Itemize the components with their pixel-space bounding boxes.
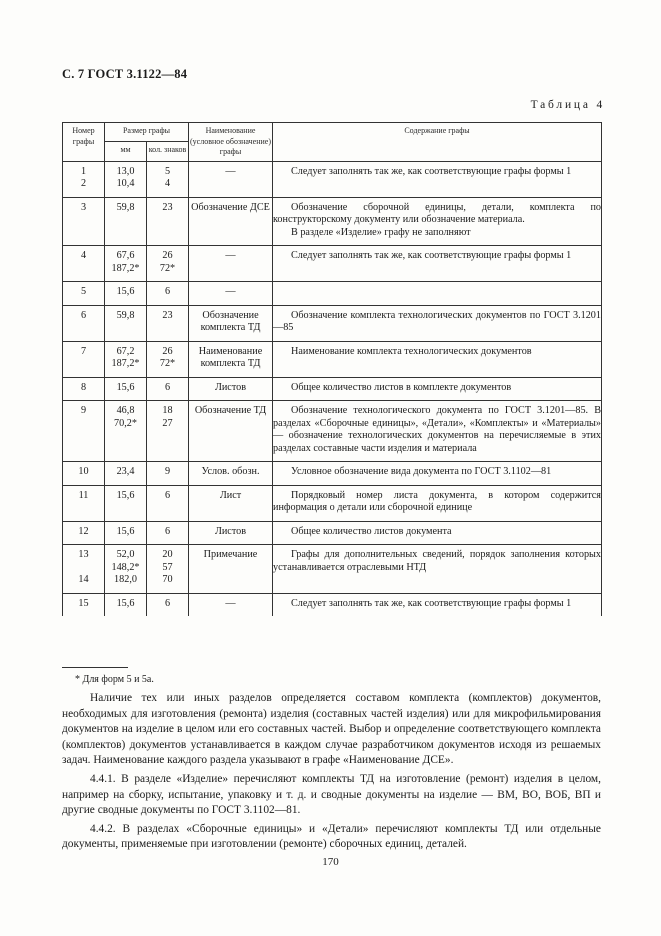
cell-mm bbox=[105, 197, 147, 246]
size-chars: 23 bbox=[162, 201, 173, 213]
table-header bbox=[63, 123, 602, 162]
paragraph-4-4-2: 4.4.2. В разделах «Сборочные единицы» и «Детали» перечисляют комплекты ТД или отдельные документы, применяемые при изготовлении (ремонте) сборочных единиц, деталей. bbox=[62, 822, 601, 851]
cell-number bbox=[63, 462, 105, 486]
cell-number bbox=[63, 197, 105, 246]
cell-name: Услов. обозн. bbox=[189, 462, 273, 486]
cell-mm bbox=[105, 282, 147, 306]
size-mm: 13,0 bbox=[116, 165, 135, 177]
cell-mm bbox=[105, 161, 147, 197]
content-text: Обозначение технологического документа по ГОСТ 3.1201—85. В разделах «Сборочные единицы», «Детали», «Комплекты» и «Материалы» — обозначение технологических документов на перечисляемые в этих разделах составные части изделия и материала bbox=[273, 405, 601, 454]
cell-content bbox=[273, 377, 602, 401]
cell-content bbox=[273, 246, 602, 282]
cell-chars bbox=[147, 521, 189, 545]
size-mm: 23,4 bbox=[116, 466, 135, 477]
size-chars: 72* bbox=[159, 262, 176, 274]
specification-table bbox=[62, 122, 602, 616]
cell-content bbox=[273, 521, 602, 545]
table-row bbox=[63, 341, 602, 377]
size-chars: 27 bbox=[162, 417, 173, 429]
page-header: С. 7 ГОСТ 3.1122—84 bbox=[62, 67, 188, 81]
cell-number bbox=[63, 593, 105, 616]
row-number: 1 bbox=[80, 165, 87, 177]
row-number: 2 bbox=[80, 178, 87, 189]
size-chars: 57 bbox=[162, 561, 173, 573]
row-number bbox=[63, 562, 104, 575]
cell-mm bbox=[105, 401, 147, 462]
cell-chars bbox=[147, 401, 189, 462]
table-row bbox=[63, 545, 602, 594]
cell-mm bbox=[105, 545, 147, 594]
cell-name: — bbox=[189, 593, 273, 616]
cell-chars bbox=[147, 305, 189, 341]
cell-content bbox=[273, 545, 602, 594]
cell-name: Обозначение ДСЕ bbox=[189, 197, 273, 246]
page-number: 170 bbox=[322, 856, 339, 868]
table-row bbox=[63, 593, 602, 616]
size-chars: 70 bbox=[162, 574, 173, 585]
cell-mm bbox=[105, 521, 147, 545]
cell-number bbox=[63, 485, 105, 521]
row-number: 15 bbox=[78, 597, 89, 609]
paragraph-4-4-1: 4.4.1. В разделе «Изделие» перечисляют комплекты ТД на изготовление (ремонт) изделия в целом, например на сборку, испытание, упаковку и т. д. и сводные документы на изделие — ВМ, ВО, ВОБ, ВП и другие сводные документы по ГОСТ 3.1102—81. bbox=[62, 772, 601, 817]
table-row bbox=[63, 161, 602, 197]
content-text: Графы для дополнительных сведений, порядок заполнения которых устанавливается отраслевыми НТД bbox=[273, 549, 601, 573]
row-number: 13 bbox=[78, 549, 89, 560]
cell-content bbox=[273, 341, 602, 377]
size-mm: 46,8 bbox=[116, 405, 135, 416]
cell-mm bbox=[105, 341, 147, 377]
cell-number bbox=[63, 282, 105, 306]
cell-number bbox=[63, 305, 105, 341]
size-mm: 59,8 bbox=[116, 309, 135, 321]
header-size: Размер графы bbox=[105, 123, 189, 142]
cell-chars bbox=[147, 485, 189, 521]
row-number: 8 bbox=[80, 381, 87, 393]
cell-chars bbox=[147, 161, 189, 197]
cell-chars bbox=[147, 593, 189, 616]
content-text: Следует заполнять так же, как соответствующие графы формы 1 bbox=[291, 597, 572, 609]
row-number: 12 bbox=[78, 525, 89, 537]
cell-number bbox=[63, 246, 105, 282]
size-chars: 26 bbox=[162, 250, 173, 261]
table-row bbox=[63, 246, 602, 282]
cell-name: — bbox=[189, 282, 273, 306]
content-text: Условное обозначение вида документа по ГОСТ 3.1102—81 bbox=[291, 466, 552, 477]
cell-mm bbox=[105, 377, 147, 401]
cell-name: — bbox=[189, 246, 273, 282]
table-row bbox=[63, 282, 602, 306]
row-number: 6 bbox=[80, 309, 87, 321]
size-chars: 6 bbox=[164, 489, 171, 501]
row-number: 4 bbox=[80, 250, 87, 261]
size-chars: 6 bbox=[164, 525, 171, 537]
content-text: Порядковый номер листа документа, в котором содержится информация о детали или сборочной единице bbox=[273, 489, 601, 513]
size-mm: 15,6 bbox=[116, 525, 135, 537]
cell-number bbox=[63, 401, 105, 462]
cell-name: Лист bbox=[189, 485, 273, 521]
row-number: 11 bbox=[78, 489, 89, 501]
size-chars: 6 bbox=[164, 381, 171, 393]
content-text: Наименование комплекта технологических документов bbox=[291, 345, 532, 357]
size-chars: 5 bbox=[164, 165, 171, 177]
footnote: * Для форм 5 и 5а. bbox=[75, 674, 154, 685]
cell-name: — bbox=[189, 161, 273, 197]
body-text bbox=[62, 691, 601, 853]
row-number: 5 bbox=[80, 286, 87, 297]
cell-chars bbox=[147, 462, 189, 486]
cell-name: Примечание bbox=[189, 545, 273, 594]
size-mm: 52,0 bbox=[116, 549, 135, 560]
cell-number bbox=[63, 377, 105, 401]
cell-mm bbox=[105, 462, 147, 486]
size-mm: 15,6 bbox=[116, 489, 135, 501]
table-row bbox=[63, 485, 602, 521]
content-text: Общее количество листов документа bbox=[291, 525, 452, 537]
table-row bbox=[63, 197, 602, 246]
cell-name: Обозначение комплекта ТД bbox=[189, 305, 273, 341]
size-chars: 4 bbox=[164, 178, 171, 189]
cell-content bbox=[273, 401, 602, 462]
size-mm: 148,2* bbox=[111, 561, 140, 573]
paragraph-sections: Наличие тех или иных разделов определяется составом комплекта (комплектов) документов, необходимых для изготовления (ремонта) изделия (составных частей изделия) или для микрофильмирования документов на изделие в целом или его составных частей. Выбор и определение соответствующего комплекта (комплектов) документов устанавливается в каждом случае разработчиком документов исходя из решаемых задач. Наименование каждого раздела указывают в графе «Наименование ДСЕ». bbox=[62, 692, 601, 767]
table-body bbox=[63, 161, 602, 616]
row-number: 9 bbox=[80, 405, 87, 416]
cell-content bbox=[273, 593, 602, 616]
size-chars: 18 bbox=[162, 405, 173, 416]
content-text: Обозначение комплекта технологических документов по ГОСТ 3.1201—85 bbox=[273, 309, 601, 333]
content-text: Следует заполнять так же, как соответствующие графы формы 1 bbox=[291, 250, 572, 261]
cell-content bbox=[273, 305, 602, 341]
cell-number bbox=[63, 341, 105, 377]
row-number: 3 bbox=[80, 201, 87, 213]
size-mm: 187,2* bbox=[111, 358, 140, 369]
table-row bbox=[63, 401, 602, 462]
size-mm: 182,0 bbox=[114, 574, 137, 585]
size-chars: 9 bbox=[164, 466, 171, 477]
header-content: Содержание графы bbox=[273, 123, 602, 162]
row-number: 7 bbox=[80, 345, 87, 357]
cell-name: Листов bbox=[189, 377, 273, 401]
header-name: Наименование (условное обозначение) графы bbox=[189, 123, 273, 162]
cell-number bbox=[63, 161, 105, 197]
cell-mm bbox=[105, 305, 147, 341]
table-row bbox=[63, 305, 602, 341]
size-mm: 67,6 bbox=[116, 250, 135, 261]
size-mm: 70,2* bbox=[114, 417, 137, 429]
row-number: 10 bbox=[78, 466, 89, 477]
cell-content bbox=[273, 282, 602, 306]
table-row bbox=[63, 377, 602, 401]
cell-mm bbox=[105, 485, 147, 521]
size-mm: 67,2 bbox=[116, 345, 135, 357]
content-text: В разделе «Изделие» графу не заполняют bbox=[291, 226, 471, 238]
cell-mm bbox=[105, 246, 147, 282]
table-caption: Таблица 4 bbox=[530, 99, 605, 111]
size-chars: 26 bbox=[162, 345, 173, 357]
content-text: Следует заполнять так же, как соответствующие графы формы 1 bbox=[291, 165, 572, 177]
cell-chars bbox=[147, 282, 189, 306]
cell-name: Листов bbox=[189, 521, 273, 545]
cell-content bbox=[273, 485, 602, 521]
content-text: Обозначение сборочной единицы, детали, комплекта по конструкторскому документу или обозначение материала. bbox=[273, 201, 601, 225]
content-text: Общее количество листов в комплекте документов bbox=[291, 381, 512, 393]
cell-name: Обозначение ТД bbox=[189, 401, 273, 462]
cell-mm bbox=[105, 593, 147, 616]
size-chars: 72* bbox=[159, 358, 176, 369]
cell-content bbox=[273, 161, 602, 197]
footnote-rule bbox=[62, 667, 128, 668]
header-chars: кол. знаков bbox=[147, 142, 189, 161]
header-number: Номер графы bbox=[63, 123, 105, 162]
cell-chars bbox=[147, 197, 189, 246]
size-chars: 23 bbox=[162, 309, 173, 321]
size-mm: 15,6 bbox=[116, 286, 135, 297]
size-mm: 187,2* bbox=[111, 262, 140, 274]
cell-chars bbox=[147, 246, 189, 282]
size-chars: 6 bbox=[164, 286, 171, 297]
cell-content bbox=[273, 197, 602, 246]
row-number: 14 bbox=[78, 574, 89, 585]
cell-name: Наименование комплекта ТД bbox=[189, 341, 273, 377]
header-mm: мм bbox=[105, 142, 147, 161]
cell-chars bbox=[147, 377, 189, 401]
size-mm: 15,6 bbox=[116, 597, 135, 609]
size-mm: 15,6 bbox=[116, 381, 135, 393]
size-mm: 59,8 bbox=[116, 201, 135, 213]
table-row bbox=[63, 521, 602, 545]
size-chars: 6 bbox=[164, 597, 171, 609]
cell-number bbox=[63, 545, 105, 594]
cell-number bbox=[63, 521, 105, 545]
size-mm: 10,4 bbox=[116, 178, 135, 189]
table-row bbox=[63, 462, 602, 486]
cell-content bbox=[273, 462, 602, 486]
size-chars: 20 bbox=[162, 549, 173, 560]
cell-chars bbox=[147, 545, 189, 594]
cell-chars bbox=[147, 341, 189, 377]
